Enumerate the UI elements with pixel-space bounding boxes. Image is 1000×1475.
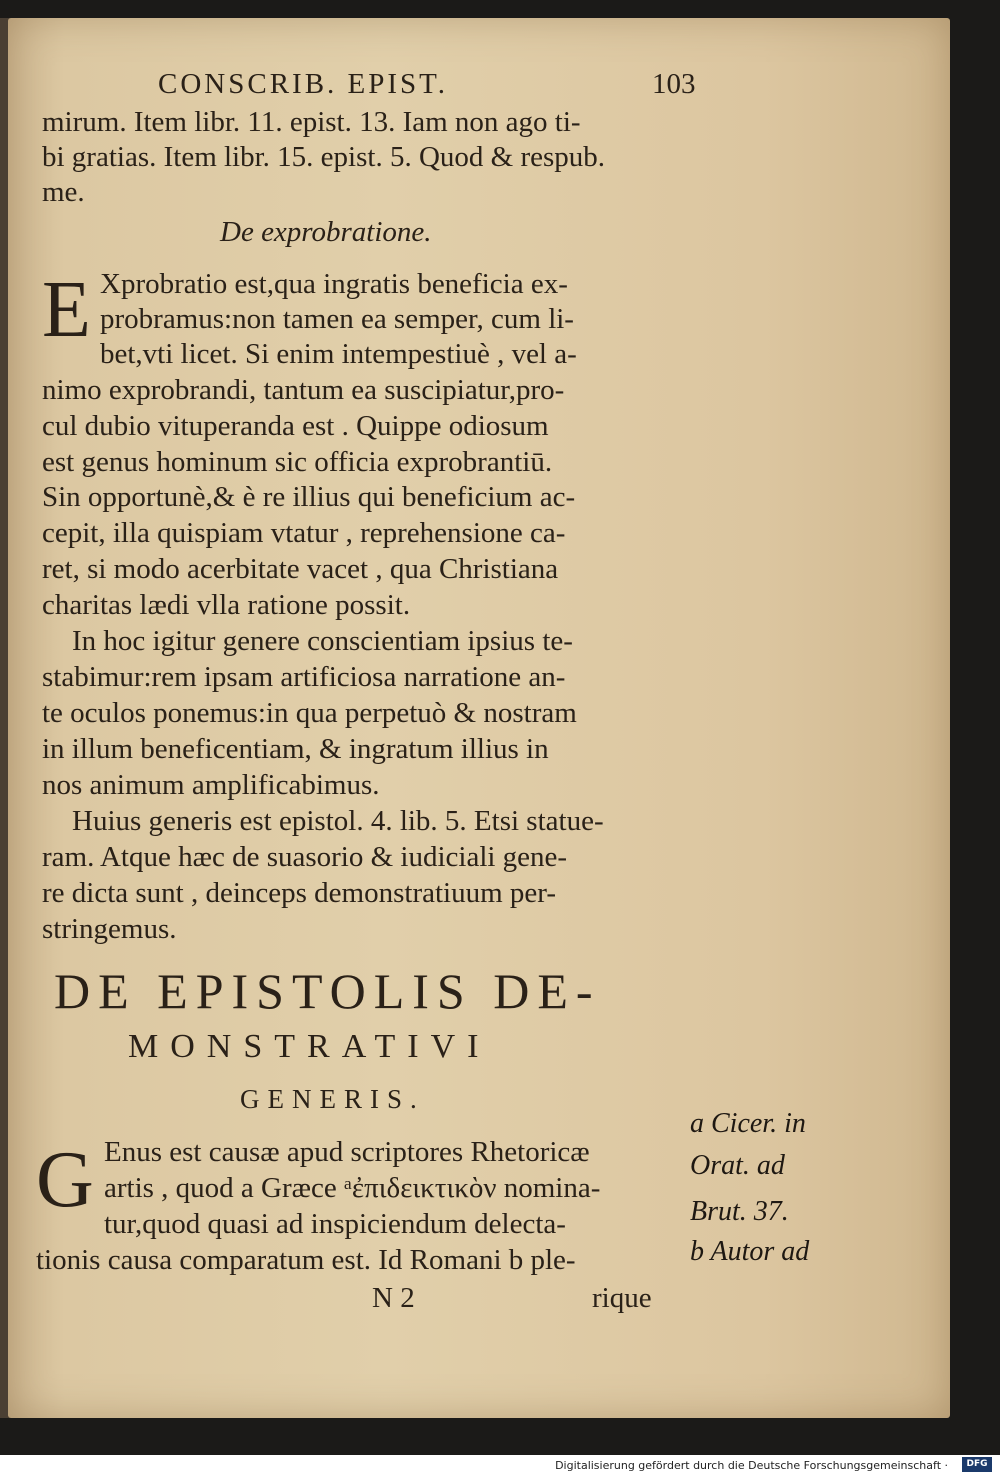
text-line: bet,vti licet. Si enim intempestiuè , vel a- (100, 338, 577, 370)
drop-cap: E (42, 266, 91, 354)
running-title: CONSCRIB. EPIST. (158, 68, 448, 100)
marginal-note: Brut. 37. (690, 1196, 789, 1227)
text-line: Xprobratio est,qua ingratis beneficia ex- (100, 268, 568, 300)
marginal-note: Orat. ad (690, 1150, 785, 1181)
text-line: re dicta sunt , deinceps demonstratiuum per- (42, 877, 557, 909)
text-line: charitas lædi vlla ratione possit. (42, 589, 411, 621)
text-line: probramus:non tamen ea semper, cum li- (100, 303, 574, 335)
text-line: Huius generis est epistol. 4. lib. 5. Etsi statue- (72, 805, 604, 837)
chapter-title: GENERIS. (240, 1084, 425, 1114)
page-number: 103 (652, 68, 696, 100)
text-line: cul dubio vituperanda est . Quippe odiosum (42, 410, 549, 442)
dfg-logo: DFG (962, 1457, 992, 1472)
text-line: cepit, illa quispiam vtatur , reprehensione ca- (42, 517, 566, 549)
catchword: rique (592, 1282, 652, 1314)
text-line: nos animum amplificabimus. (42, 769, 380, 801)
text-line: est genus hominum sic officia exprobrantiū. (42, 446, 553, 478)
signature-mark: N 2 (372, 1282, 415, 1314)
text-line: bi gratias. Item libr. 15. epist. 5. Quod & respub. (42, 141, 606, 173)
drop-cap: G (36, 1136, 94, 1224)
text-line: stabimur:rem ipsam artificiosa narratione an- (42, 661, 566, 693)
text-line: me. (42, 176, 85, 208)
text-line: tur,quod quasi ad inspiciendum delecta- (104, 1208, 566, 1240)
text-line: ram. Atque hæc de suasorio & iudiciali gene- (42, 841, 568, 873)
text-line: In hoc igitur genere conscientiam ipsius te- (72, 625, 573, 657)
text-line: mirum. Item libr. 11. epist. 13. Iam non ago ti- (42, 106, 581, 138)
text-line: te oculos ponemus:in qua perpetuò & nostram (42, 697, 577, 729)
chapter-title: DE EPISTOLIS DE- (54, 963, 601, 1019)
section-heading: De exprobratione. (220, 216, 432, 248)
text-line: in illum beneficentiam, & ingratum illius in (42, 733, 549, 765)
text-line: Sin opportunè,& è re illius qui beneficium ac- (42, 481, 576, 513)
marginal-note: a Cicer. in (690, 1108, 806, 1139)
text-line: ret, si modo acerbitate vacet , qua Christiana (42, 553, 559, 585)
text-line: Enus est causæ apud scriptores Rhetoricæ (104, 1136, 590, 1168)
chapter-title: MONSTRATIVI (128, 1028, 491, 1065)
text-line: tionis causa comparatum est. Id Romani b ple- (36, 1244, 576, 1276)
marginal-note: b Autor ad (690, 1236, 810, 1267)
text-line: nimo exprobrandi, tantum ea suscipiatur,pro- (42, 374, 565, 406)
text-line: artis , quod a Græce ᵃἐπιδεικτικὸν nomina- (104, 1172, 601, 1204)
text-line: stringemus. (42, 913, 177, 945)
funding-credit: Digitalisierung gefördert durch die Deutsche Forschungsgemeinschaft · (555, 1459, 948, 1472)
